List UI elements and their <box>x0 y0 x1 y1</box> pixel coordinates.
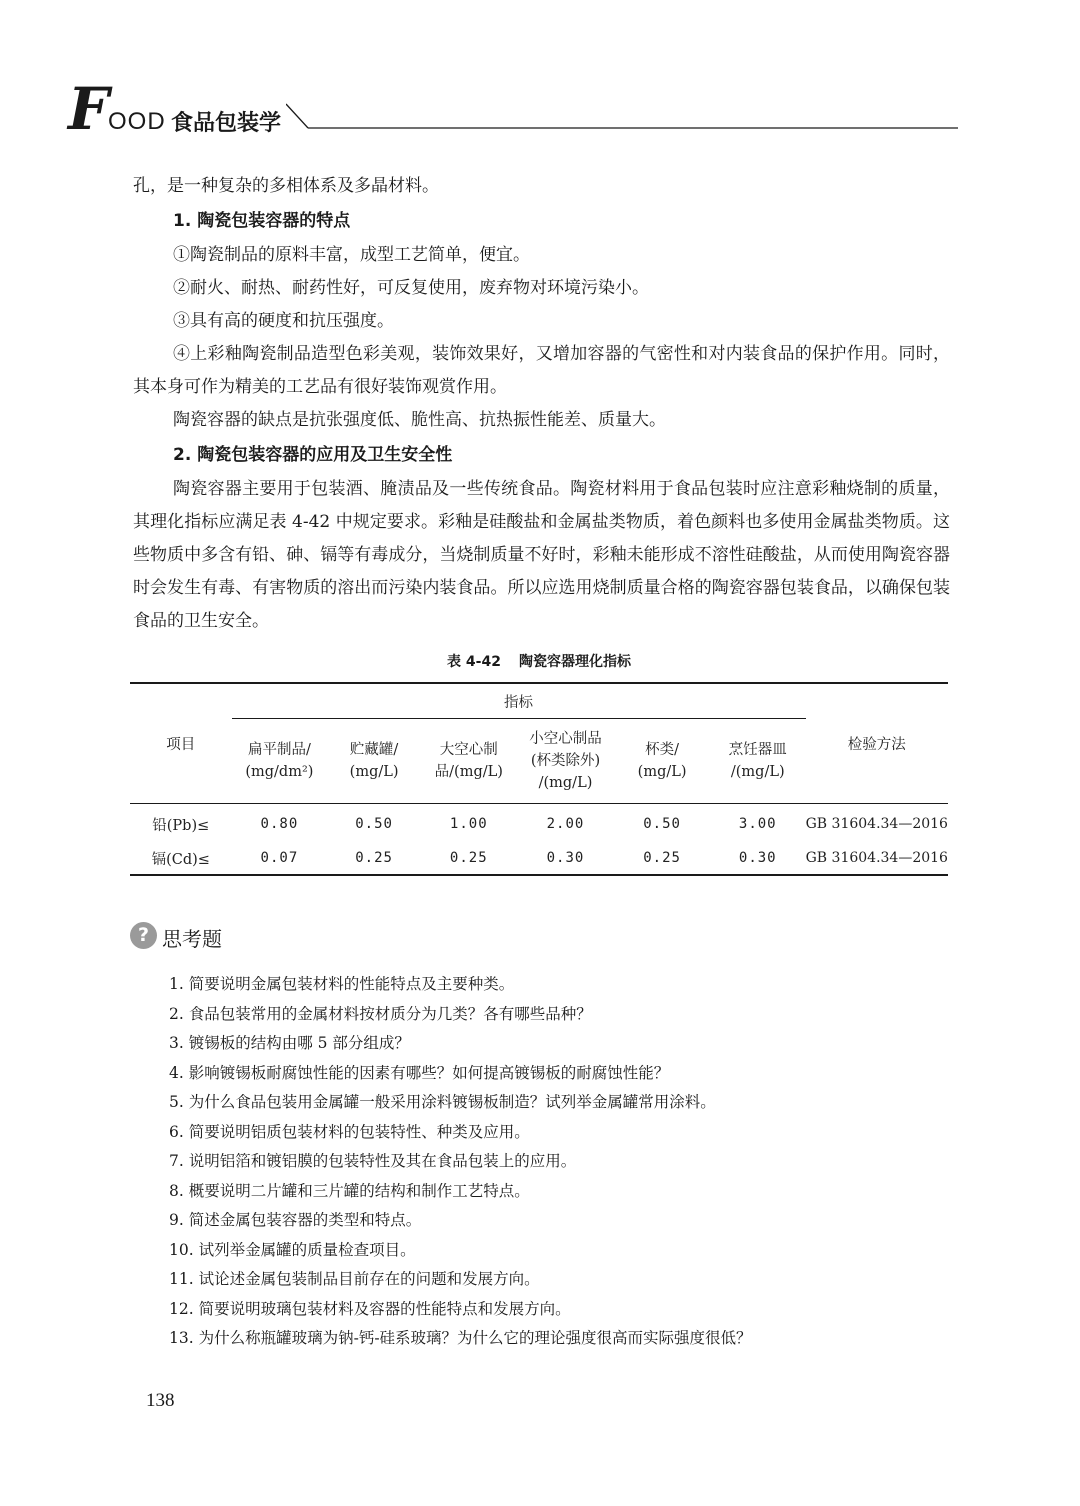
page-number: 138 <box>146 1390 175 1411</box>
table-cell-method: GB 31604.34—2016 <box>806 842 948 875</box>
table-cell: 3.00 <box>710 804 806 843</box>
column-header: 杯类/ (mg/L) <box>614 719 710 804</box>
list-item: 9. 简述金属包装容器的类型和特点。 <box>169 1211 422 1229</box>
list-item: 10. 试列举金属罐的质量检查项目。 <box>169 1240 416 1259</box>
table-cell: 0.50 <box>327 804 421 843</box>
paragraph: 陶瓷容器的缺点是抗张强度低、脆性高、抗热振性能差、质量大。 <box>173 410 666 430</box>
table-cell: 0.07 <box>232 842 328 875</box>
logo-text: OOD <box>108 108 166 135</box>
list-item: 5. 为什么食品包装用金属罐一般采用涂料镀锡板制造？试列举金属罐常用涂料。 <box>169 1093 716 1111</box>
spec-table <box>130 682 948 876</box>
body-text <box>133 170 950 638</box>
list-item: 3. 镀锡板的结构由哪 5 部分组成？ <box>169 1034 410 1052</box>
list-item: ②耐火、耐热、耐药性好，可反复使用，废弃物对环境污染小。 <box>173 278 649 298</box>
running-header <box>68 75 958 146</box>
header-rule <box>286 100 958 132</box>
header-item: 项目 <box>130 683 232 804</box>
table-cell-method: GB 31604.34—2016 <box>806 804 948 843</box>
paragraph: 孔，是一种复杂的多相体系及多晶材料。 <box>133 176 439 196</box>
table-cell: 0.25 <box>421 842 517 875</box>
table-cell: 0.50 <box>614 804 710 843</box>
list-item: 6. 简要说明铝质包装材料的包装特性、种类及应用。 <box>169 1122 530 1141</box>
table-cell: 0.25 <box>614 842 710 875</box>
book-title: 食品包装学 <box>171 111 282 136</box>
list-item: 1. 简要说明金属包装材料的性能特点及主要种类。 <box>169 975 515 993</box>
header-group: 指标 <box>232 683 806 719</box>
table-cell: 0.30 <box>710 842 806 875</box>
table-cell: 0.30 <box>517 842 615 875</box>
column-header: 贮藏罐/ (mg/L) <box>327 719 421 804</box>
list-item: ④上彩釉陶瓷制品造型色彩美观，装饰效果好，又增加容器的气密性和对内装食品的保护作用。同时，其本身可作为精美的工艺品有很好装饰观赏作用。 <box>133 344 950 397</box>
list-item: ③具有高的硬度和抗压强度。 <box>173 311 394 331</box>
list-item: 2. 食品包装常用的金属材料按材质分为几类？各有哪些品种？ <box>169 1004 592 1023</box>
list-item: 4. 影响镀锡板耐腐蚀性能的因素有哪些？如何提高镀锡板的耐腐蚀性能？ <box>169 1063 670 1082</box>
table-title: 陶瓷容器理化指标 <box>518 654 631 670</box>
list-item: ①陶瓷制品的原料丰富，成型工艺简单，便宜。 <box>173 245 530 265</box>
questions-list <box>169 970 949 1354</box>
table-number: 表 4-42 <box>447 654 501 670</box>
column-header: 烹饪器皿 /(mg/L) <box>710 719 806 804</box>
row-label: 铅(Pb)≤ <box>130 804 232 843</box>
table-cell: 0.80 <box>232 804 328 843</box>
list-item: 7. 说明铝箔和镀铝膜的包装特性及其在食品包装上的应用。 <box>169 1152 577 1170</box>
section-heading: 1. 陶瓷包装容器的特点 <box>173 211 351 231</box>
table-row <box>130 804 948 843</box>
column-header: 大空心制 品/(mg/L) <box>421 719 517 804</box>
table-cell: 0.25 <box>327 842 421 875</box>
list-item: 8. 概要说明二片罐和三片罐的结构和制作工艺特点。 <box>169 1181 530 1200</box>
column-header: 扁平制品/ (mg/dm²) <box>232 719 328 804</box>
row-label: 镉(Cd)≤ <box>130 842 232 875</box>
list-item: 11. 试论述金属包装制品目前存在的问题和发展方向。 <box>169 1270 540 1288</box>
table-caption <box>130 651 948 671</box>
table-row <box>130 842 948 875</box>
paragraph: 陶瓷容器主要用于包装酒、腌渍品及一些传统食品。陶瓷材料用于食品包装时应注意彩釉烧制的质量，其理化指标应满足表 4-42 中规定要求。彩釉是硅酸盐和金属盐类物质，着色颜料也多使用金属盐类物质。这些物质中多含有铅、砷、镉等有毒成分，当烧制质量不好时，彩釉未能形成不溶性硅酸盐，从而使用陶瓷容器时会发生有毒、有害物质的溶出而污染内装食品。所以应选用烧制质量合格的陶瓷容器包装食品，以确保包装食品的卫生安全。 <box>133 479 950 631</box>
question-mark-icon: ? <box>130 922 157 949</box>
header-method: 检验方法 <box>806 683 948 804</box>
table-cell: 1.00 <box>421 804 517 843</box>
questions-title: 思考题 <box>162 927 222 951</box>
list-item: 13. 为什么称瓶罐玻璃为钠-钙-硅系玻璃？为什么它的理论强度很高而实际强度很低？ <box>169 1329 752 1347</box>
section-heading: 2. 陶瓷包装容器的应用及卫生安全性 <box>173 445 453 465</box>
list-item: 12. 简要说明玻璃包装材料及容器的性能特点和发展方向。 <box>169 1299 571 1318</box>
table-cell: 2.00 <box>517 804 615 843</box>
column-header: 小空心制品 (杯类除外) /(mg/L) <box>517 719 615 804</box>
logo-initial: F <box>68 75 110 143</box>
